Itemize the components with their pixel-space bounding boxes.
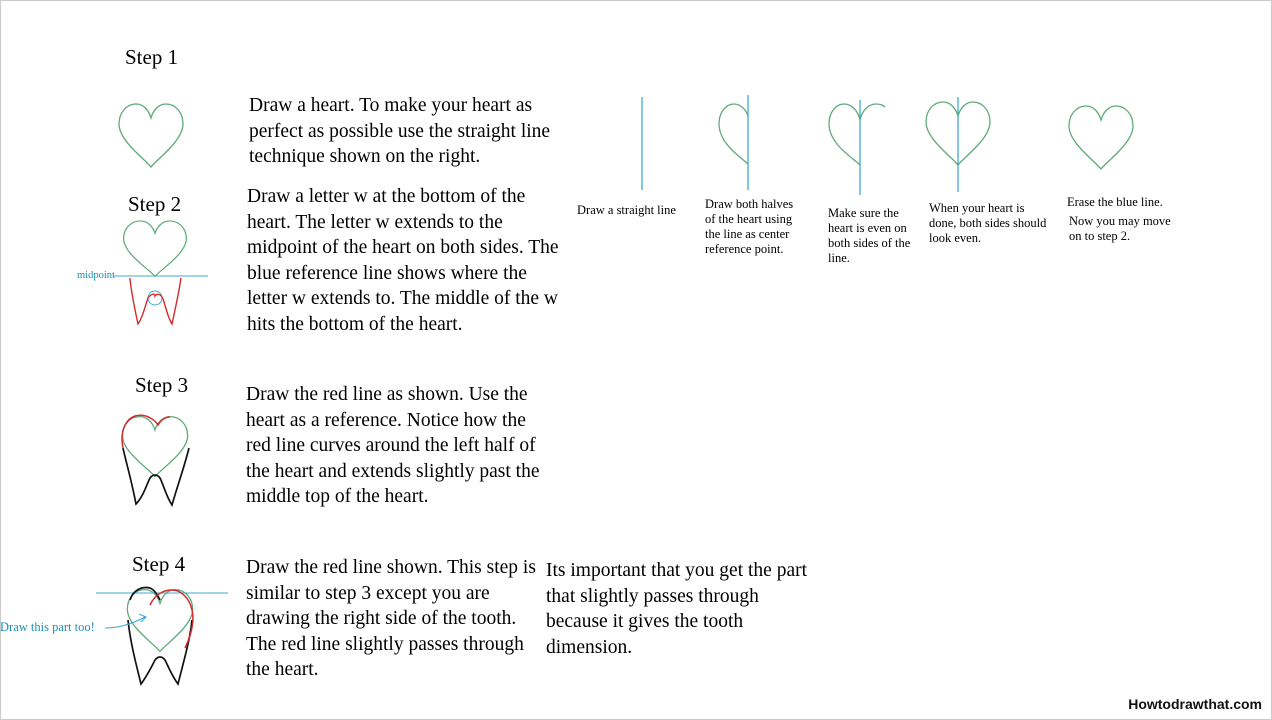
step4-red-line [150, 590, 193, 648]
step3-title: Step 3 [135, 373, 189, 397]
technique-caption-5b: Now you may move on to step 2. [1069, 214, 1171, 243]
step4-tooth-drawing [96, 588, 228, 685]
step4-title: Step 4 [132, 552, 186, 576]
technique-fig-4 [926, 97, 990, 192]
site-watermark: Howtodrawthat.com [1128, 696, 1262, 712]
step3-red-line [122, 415, 170, 448]
step1-text: Draw a heart. To make your heart as perfect as possible use the straight line technique shown on the right. [249, 95, 551, 167]
technique-caption-2: Draw both halves of the heart using the line as center reference point. [705, 197, 794, 256]
midpoint-label: midpoint [77, 270, 115, 281]
step2-tooth-drawing [113, 221, 208, 324]
technique-caption-3: Make sure the heart is even on both sides of the line. [828, 206, 911, 265]
step4-arrow [105, 614, 146, 628]
technique-fig-2 [719, 95, 748, 190]
step1-title: Step 1 [125, 45, 179, 69]
step4-text: Draw the red line shown. This step is similar to step 3 except you are drawing the right side of the tooth. The red line slightly passes through the heart. [246, 557, 536, 680]
technique-fig-5 [1069, 106, 1133, 169]
w-middle-marker [148, 291, 162, 305]
technique-caption-1: Draw a straight line [577, 203, 676, 217]
step2-text: Draw a letter w at the bottom of the heart. The letter w extends to the midpoint of the heart on both sides. The blue reference line shows where the letter w extends to. The middle of the w hits the bottom of the heart. [247, 186, 559, 335]
step2-red-w [130, 278, 181, 324]
draw-this-part-label: Draw this part too! [0, 620, 95, 634]
technique-caption-5: Erase the blue line. [1067, 195, 1163, 209]
step1-heart-drawing [119, 104, 183, 167]
step3-tooth-drawing [122, 415, 189, 505]
step3-text: Draw the red line as shown. Use the heart as a reference. Notice how the red line curves around the left half of the heart and extends slightly past the middle top of the heart. [246, 384, 540, 507]
step2-title: Step 2 [128, 192, 182, 216]
technique-caption-4: When your heart is done, both sides should look even. [929, 201, 1047, 245]
step4-note: Its important that you get the part that slightly passes through because it gives the tooth dimension. [546, 560, 808, 658]
technique-fig-3 [829, 100, 885, 195]
